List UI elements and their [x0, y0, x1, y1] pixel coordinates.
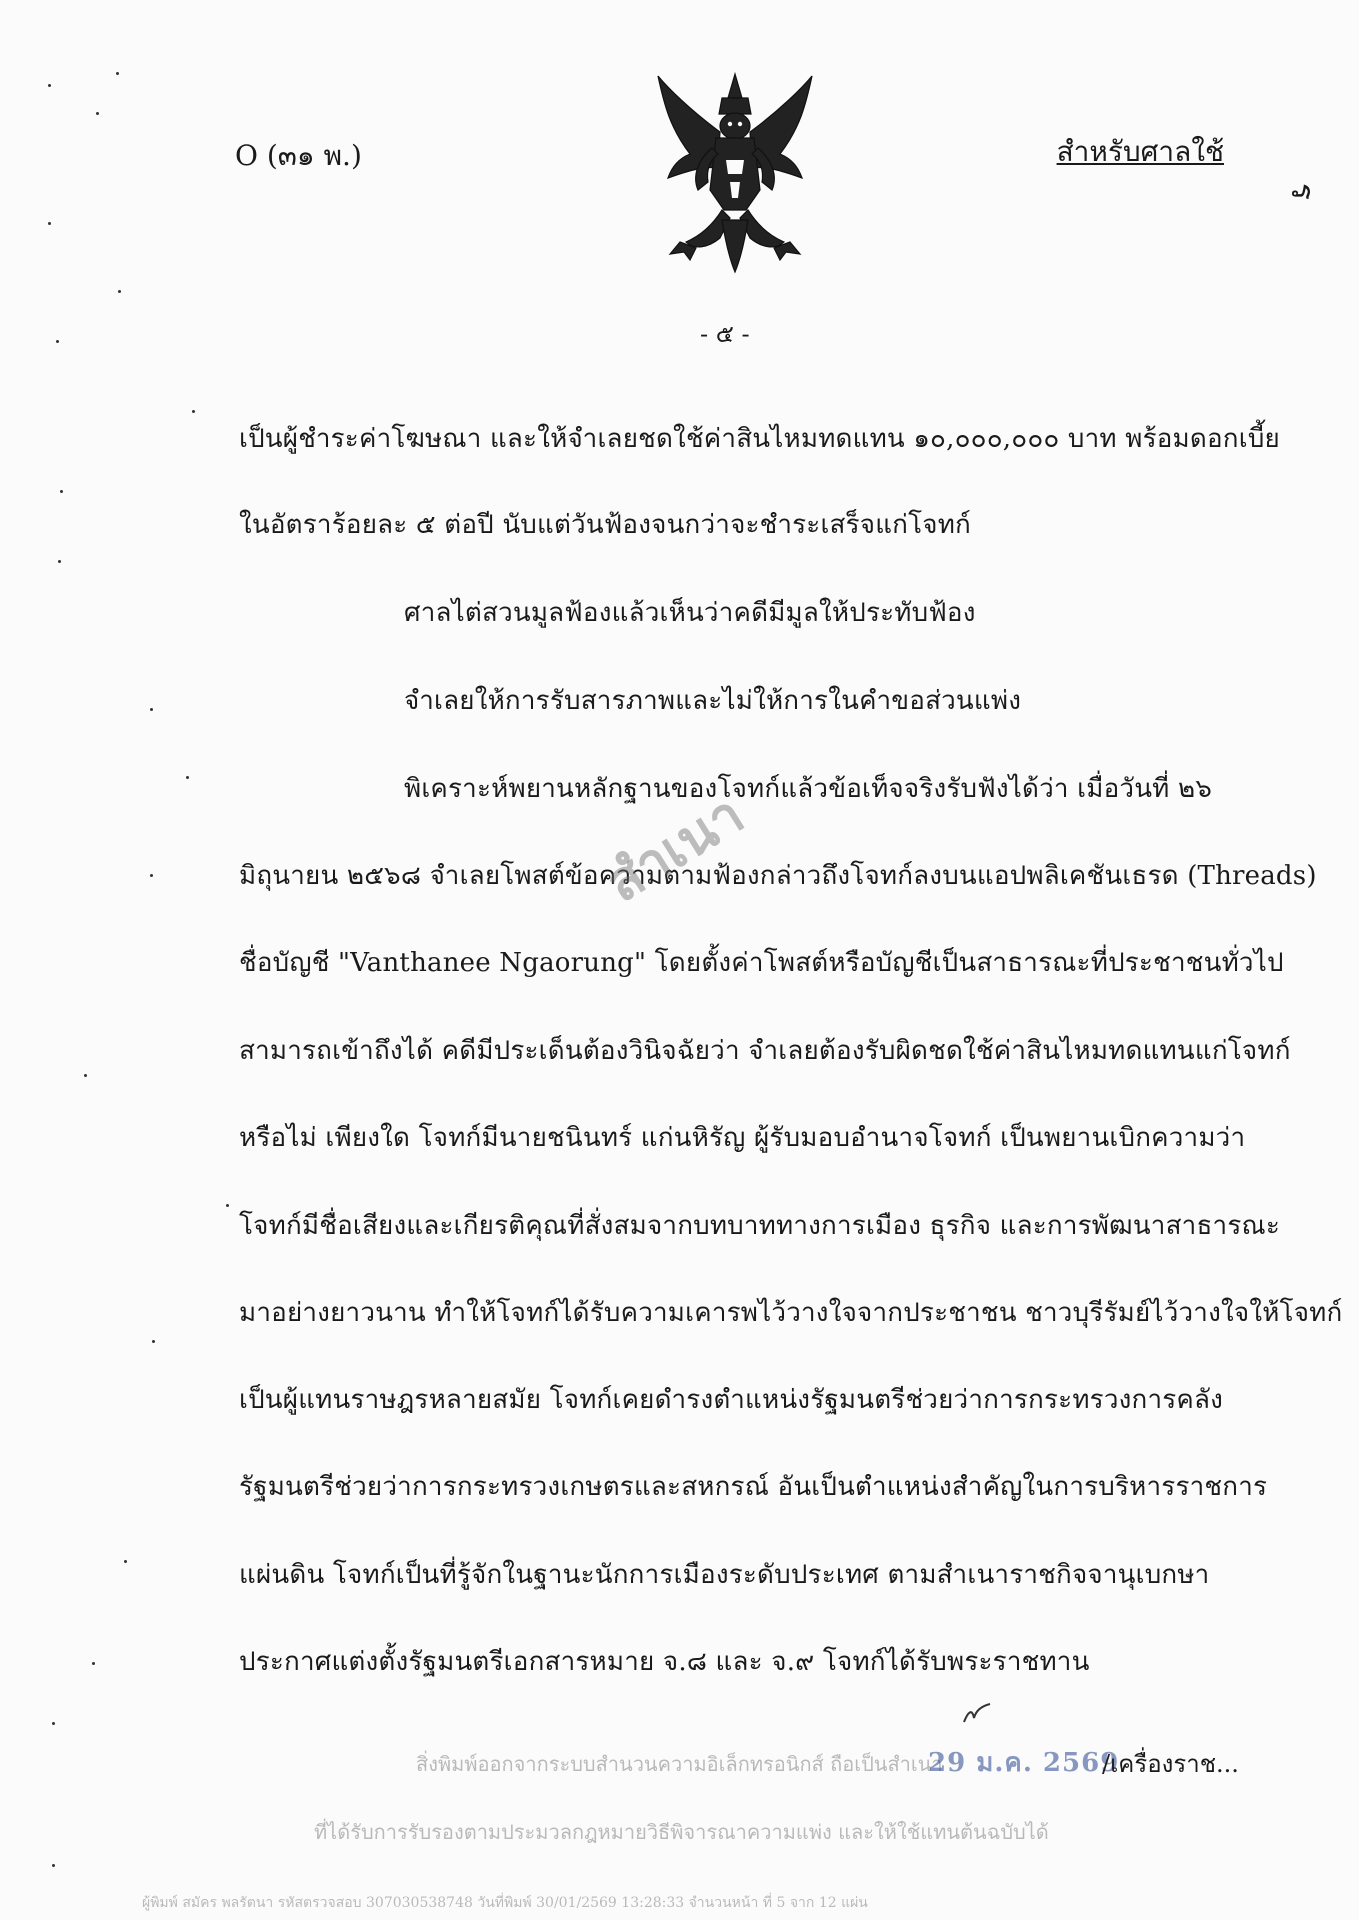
next-page-word: /เครื่องราช... — [1102, 1750, 1239, 1778]
garuda-emblem-icon — [650, 70, 820, 275]
printed-note: สิ่งพิมพ์ออกจากระบบสำนวนความอิเล็กทรอนิกส์ ถือเป็นสำเนา — [416, 1752, 943, 1776]
body-line: สามารถเข้าถึงได้ คดีมีประเด็นต้องวินิจฉัยว่า จำเลยต้องรับผิดชดใช้ค่าสินไหมทดแทนแก่โจทก์ — [239, 1036, 1291, 1066]
body-line: แผ่นดิน โจทก์เป็นที่รู้จักในฐานะนักการเมืองระดับประเทศ ตามสำเนาราชกิจจานุเบกษา — [239, 1560, 1210, 1590]
court-use-label: สำหรับศาลใช้ — [1056, 135, 1224, 168]
body-line: ประกาศแต่งตั้งรัฐมนตรีเอกสารหมาย จ.๘ และ จ.๙ โจทก์ได้รับพระราชทาน — [239, 1647, 1090, 1677]
date-stamp: 29 ม.ค. 2569 — [928, 1748, 1120, 1778]
page-number: - ๕ - — [700, 320, 750, 348]
copy-stamp: สำเนา — [594, 781, 755, 915]
body-line: ศาลไต่สวนมูลฟ้องแล้วเห็นว่าคดีมีมูลให้ประทับฟ้อง — [404, 598, 976, 628]
body-line: โจทก์มีชื่อเสียงและเกียรติคุณที่สั่งสมจากบทบาททางการเมือง ธุรกิจ และการพัฒนาสาธารณะ — [239, 1211, 1280, 1241]
body-line: พิเคราะห์พยานหลักฐานของโจทก์แล้วข้อเท็จจริงรับฟังได้ว่า เมื่อวันที่ ๒๖ — [404, 774, 1213, 804]
print-info: ผู้พิมพ์ สมัคร พลรัตนา รหัสตรวจสอบ 307030538748 วันที่พิมพ์ 30/01/2569 13:28:33 จำนวนหน้า ที่ 5 จาก 12 แผ่น — [142, 1895, 868, 1911]
body-line: รัฐมนตรีช่วยว่าการกระทรวงเกษตรและสหกรณ์ อันเป็นตำแหน่งสำคัญในการบริหารราชการ — [239, 1472, 1268, 1502]
body-line: มิถุนายน ๒๕๖๘ จำเลยโพสต์ข้อความตามฟ้องกล่าวถึงโจทก์ลงบนแอปพลิเคชันเธรด (Threads) — [239, 861, 1317, 891]
body-line: เป็นผู้ชำระค่าโฆษณา และให้จำเลยชดใช้ค่าสินไหมทดแทน ๑๐,๐๐๐,๐๐๐ บาท พร้อมดอกเบี้ย — [239, 424, 1280, 454]
body-line: เป็นผู้แทนราษฎรหลายสมัย โจทก์เคยดำรงตำแหน่งรัฐมนตรีช่วยว่าการกระทรวงการคลัง — [239, 1385, 1224, 1415]
body-line: จำเลยให้การรับสารภาพและไม่ให้การในคำขอส่วนแพ่ง — [404, 686, 1022, 716]
body-line: มาอย่างยาวนาน ทำให้โจทก์ได้รับความเคารพไว้วางใจจากประชาชน ชาวบุรีรัมย์ไว้วางใจให้โจทก์ — [239, 1298, 1343, 1328]
body-line: ในอัตราร้อยละ ๕ ต่อปี นับแต่วันฟ้องจนกว่าจะชำระเสร็จแก่โจทก์ — [239, 510, 971, 540]
form-code: O (๓๑ พ.) — [235, 139, 362, 172]
body-line: ชื่อบัญชี "Vanthanee Ngaorung" โดยตั้งค่าโพสต์หรือบัญชีเป็นสาธารณะที่ประชาชนทั่วไป — [239, 948, 1284, 978]
initial-mark-icon — [962, 1702, 992, 1728]
margin-mark: ร — [1283, 182, 1322, 201]
body-line: หรือไม่ เพียงใด โจทก์มีนายชนินทร์ แก่นหิรัญ ผู้รับมอบอำนาจโจทก์ เป็นพยานเบิกความว่า — [239, 1123, 1246, 1153]
certified-note: ที่ได้รับการรับรองตามประมวลกฎหมายวิธีพิจารณาความแพ่ง และให้ใช้แทนต้นฉบับได้ — [314, 1820, 1049, 1844]
